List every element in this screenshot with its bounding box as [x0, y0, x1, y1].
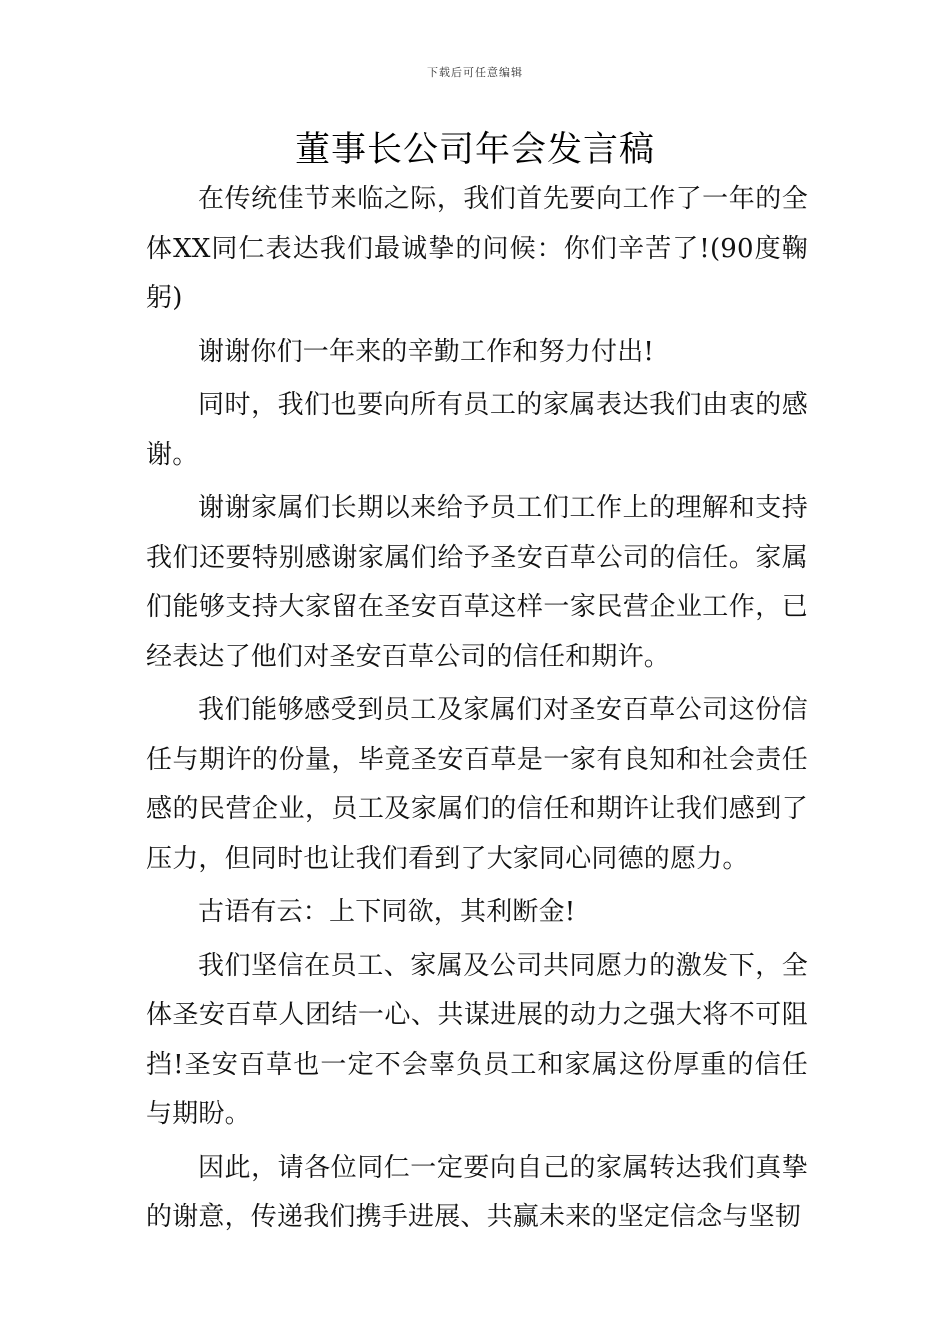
header-note: 下载后可任意编辑	[427, 66, 523, 79]
paragraph: 我们能够感受到员工及家属们对圣安百草公司这份信任与期许的份量，毕竟圣安百草是一家有良知和社会责任感的民营企业，员工及家属们的信任和期许让我们感到了压力，但同时也让我们看到了大家同心同德的愿力。	[146, 695, 808, 874]
paragraph: 因此，请各位同仁一定要向自己的家属转达我们真挚的谢意，传递我们携手进展、共赢未来的坚定信念与坚韧	[146, 1152, 808, 1232]
paragraph: 我们坚信在员工、家属及公司共同愿力的激发下，全体圣安百草人团结一心、共谋进展的动力之强大将不可阻挡!圣安百草也一定不会辜负员工和家属这份厚重的信任与期盼。	[146, 950, 808, 1129]
paragraph: 在传统佳节来临之际，我们首先要向工作了一年的全体XX同仁表达我们最诚挚的问候：你们辛苦了!(90度鞠躬)	[146, 184, 808, 313]
paragraph: 谢谢你们一年来的辛勤工作和努力付出!	[198, 336, 655, 367]
paragraph: 古语有云：上下同欲，其利断金!	[198, 897, 576, 927]
paragraph: 谢谢家属们长期以来给予员工们工作上的理解和支持我们还要特别感谢家属们给予圣安百草公司的信任。家属们能够支持大家留在圣安百草这样一家民营企业工作，已经表达了他们对圣安百草公司的信任和期许。	[146, 493, 808, 672]
document-body	[146, 175, 808, 1247]
paragraph: 同时，我们也要向所有员工的家属表达我们由衷的感谢。	[146, 390, 808, 470]
page-title: 董事长公司年会发言稿	[294, 130, 655, 170]
